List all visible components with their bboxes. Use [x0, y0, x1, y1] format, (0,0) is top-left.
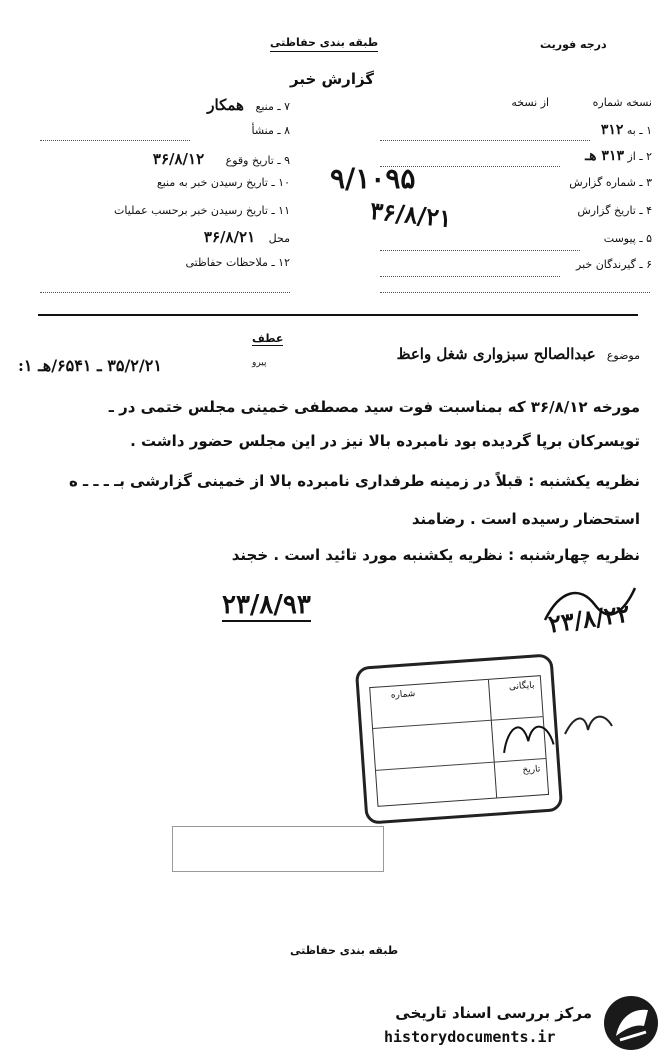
stamp-label: بایگانی: [508, 680, 535, 693]
subject-line: [397, 344, 640, 363]
classification-bottom: طبقه بندی حفاظتی: [290, 944, 399, 957]
field-source: [40, 96, 290, 114]
margin-scribble-icon: [560, 704, 620, 744]
handwritten-signature: ۲۳/۸/۲۲: [546, 598, 632, 639]
field-origin: [40, 124, 290, 137]
field-value: ۳۱۲: [600, 122, 624, 138]
dotted-line: [40, 140, 190, 141]
watermark-title: مرکز بررسی اسناد تاریخی: [395, 1004, 592, 1022]
field-label: ۱۰ ـ تاریخ رسیدن خبر به منبع: [156, 176, 290, 189]
stamp-divider: [488, 680, 497, 798]
field-occurrence-date: [40, 150, 290, 168]
section-divider: [38, 314, 638, 316]
reference-value: ۳۵/۲/۲۱ ـ ۶۵۴۱/هـ ۱:: [18, 356, 162, 375]
field-label: ۵ ـ پیوست: [603, 232, 652, 245]
classification-top: طبقه بندی حفاظتی: [270, 36, 378, 52]
report-title: گزارش خبر: [290, 70, 375, 88]
field-label: نسخه شماره: [592, 96, 652, 109]
field-value: ۳۶/۸/۲۱: [203, 228, 256, 246]
archive-logo-mark: [604, 996, 658, 1050]
field-label: ۳ ـ شماره گزارش: [569, 176, 652, 189]
field-label: ۴ ـ تاریخ گزارش: [577, 204, 652, 217]
reference-sub-label: پیرو: [252, 358, 267, 368]
field-value: همکار: [207, 96, 244, 114]
field-attachment: [382, 232, 652, 245]
field-label: ۷ ـ منبع: [255, 100, 290, 113]
stamp-label: شماره: [390, 688, 416, 701]
dotted-line: [380, 292, 650, 293]
stamp-handwriting-icon: [496, 709, 559, 763]
dotted-line: [380, 140, 590, 141]
field-label: ۱ ـ به: [626, 124, 652, 137]
field-label: ۱۱ ـ تاریخ رسیدن خبر برحسب عملیات: [114, 204, 290, 217]
subject-text: عبدالصالح سبزواری شغل واعظ: [396, 345, 596, 363]
field-label: محل: [268, 232, 290, 245]
field-value: ۳۱۳ هـ: [585, 148, 624, 164]
subject-label: موضوع: [606, 349, 640, 362]
registry-stamp: [355, 653, 564, 824]
stamp-frame: [369, 675, 549, 807]
field-from: [382, 148, 652, 164]
field-report-number: [382, 176, 652, 189]
field-location: [40, 228, 290, 246]
field-news-by-operation: [40, 204, 290, 217]
urgency-label: درجه فوریت: [540, 38, 607, 51]
archive-logo-icon: [604, 996, 658, 1050]
body-line: تویسرکان برپا گردیده بود نامبرده بالا نیز در این مجلس حضور داشت .: [130, 432, 640, 450]
field-recipients: [382, 258, 652, 271]
body-line: نظریه چهارشنبه : نظریه یکشنبه مورد تائید است . خجند: [231, 546, 640, 564]
stamp-label: تاریخ: [522, 764, 541, 776]
dotted-line: [380, 250, 580, 251]
field-label: ۲ ـ از: [627, 150, 652, 163]
faint-box: [172, 826, 384, 872]
watermark-url: historydocuments.ir: [384, 1028, 556, 1046]
field-copy-number: [382, 96, 652, 109]
body-line: استحضار رسیده است . رضامند: [411, 510, 640, 528]
body-line: نظریه یکشنبه : قبلاً در زمینه طرفداری نامبرده بالا از خمینی گزارشی بـ ـ ـ ـ ه: [68, 472, 640, 490]
handwritten-report-number: ۹/۱۰۹۵: [330, 162, 416, 195]
dotted-line: [380, 276, 560, 277]
handwritten-report-date: ۳۶/۸/۲۱: [368, 195, 454, 234]
signature-scribble-icon: [540, 580, 640, 630]
body-line: مورخه ۳۶/۸/۱۲ که بمناسبت فوت سید مصطفی خمینی مجلس ختمی در ـ: [108, 398, 640, 416]
field-value: ۳۶/۸/۱۲: [152, 150, 205, 168]
handwritten-date-note: ۲۳/۸/۹۳: [222, 590, 311, 620]
dotted-line: [40, 292, 290, 293]
field-security-notes: [40, 256, 290, 269]
field-value: از نسخه: [511, 96, 550, 109]
field-news-to-source: [40, 176, 290, 189]
field-label: ۹ ـ تاریخ وقوع: [225, 154, 290, 167]
field-to: [382, 122, 652, 138]
field-label: ۶ ـ گیرندگان خبر: [576, 258, 652, 271]
reference-label: عطف: [252, 332, 284, 345]
field-label: ۸ ـ منشأ: [251, 124, 290, 137]
field-label: ۱۲ ـ ملاحظات حفاظتی: [185, 256, 290, 269]
